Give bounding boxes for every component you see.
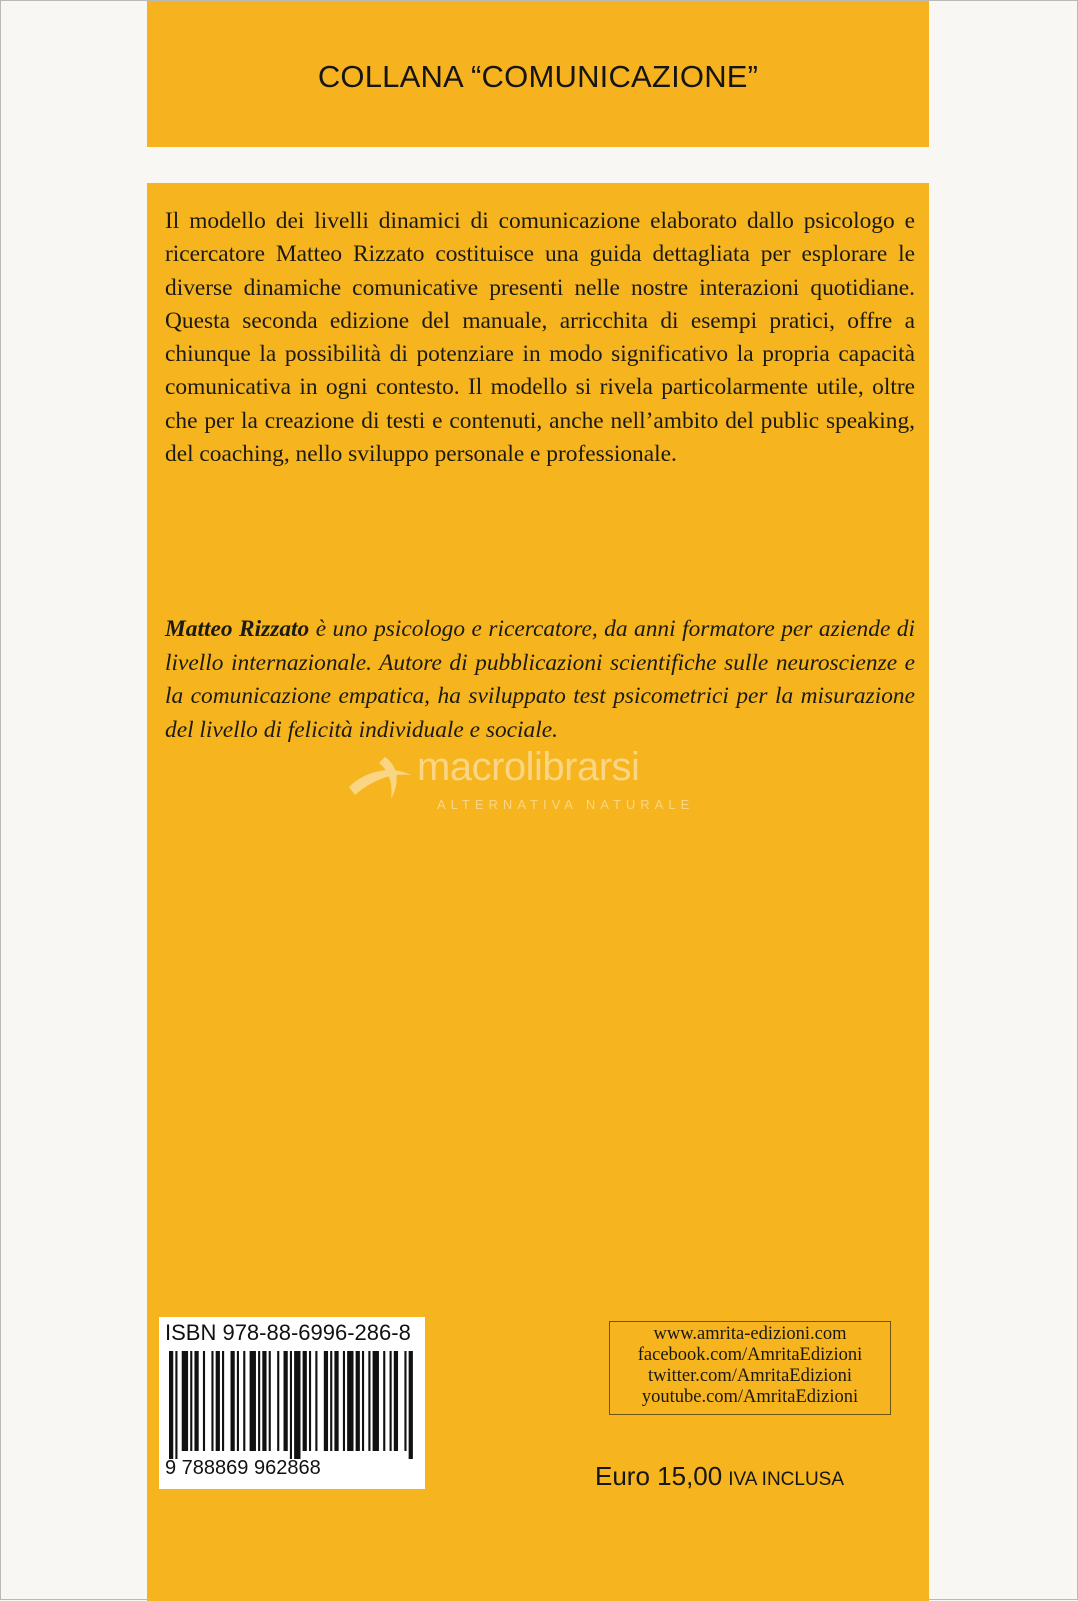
barcode-bar (315, 1351, 317, 1451)
barcode-bar (277, 1351, 279, 1451)
barcode-box (159, 1317, 425, 1489)
barcode-bar (294, 1351, 300, 1459)
author-bio (165, 613, 915, 747)
barcode-bar (269, 1351, 271, 1451)
price-amount: Euro 15,00 (595, 1461, 723, 1491)
barcode-bar (231, 1351, 235, 1451)
barcode-bar (334, 1351, 338, 1451)
barcode-digits: 9 788869 962868 (165, 1457, 321, 1479)
barcode-bar (362, 1351, 364, 1451)
isbn-label: ISBN 978-88-6996-286-8 (165, 1320, 411, 1345)
barcode-bar (203, 1351, 205, 1451)
barcode-bar (368, 1351, 370, 1451)
barcode-bar (258, 1351, 260, 1451)
barcode-bar (216, 1351, 220, 1451)
barcode-bar (330, 1351, 332, 1451)
youtube-link[interactable]: youtube.com/AmritaEdizioni (641, 1387, 859, 1407)
author-bio-text: è uno psicologo e ricercatore, da anni formatore per aziende di livello internazionale. Autore di pubblicazioni scientifiche sulle neuroscienze e la comunicazione empatica, ha sviluppato test psicometrici per la misurazione del livello di felicità individuale e sociale. (165, 616, 915, 743)
barcode-bar (303, 1351, 307, 1451)
barcode-bar (373, 1351, 379, 1451)
series-title: COLLANA “COMUNICAZIONE” (317, 59, 759, 94)
barcode-bar (404, 1351, 406, 1451)
barcode-bar (262, 1351, 266, 1451)
barcode-bar (182, 1351, 188, 1451)
barcode-bar (284, 1351, 288, 1451)
barcode-bar (324, 1351, 328, 1451)
barcode-bar (175, 1351, 177, 1459)
price (595, 1461, 844, 1492)
barcode-bar (190, 1351, 192, 1451)
barcode-bar (383, 1351, 385, 1451)
barcode-bar (343, 1351, 345, 1451)
series-header-band (147, 1, 929, 147)
price-vat-note: IVA INCLUSA (728, 1469, 845, 1490)
barcode-bar (356, 1351, 360, 1451)
watermark (345, 743, 745, 823)
leaf-logo-icon (345, 751, 415, 807)
barcode-bar (290, 1351, 292, 1459)
website-link[interactable]: www.amrita-edizioni.com (653, 1324, 847, 1344)
barcode-bar (394, 1351, 398, 1451)
main-panel (147, 183, 929, 1601)
barcode-bar (309, 1351, 311, 1451)
barcode-bar (222, 1351, 224, 1451)
barcode-bar (243, 1351, 245, 1451)
barcode-bar (211, 1351, 213, 1451)
barcode-bar (347, 1351, 353, 1451)
publisher-links (609, 1321, 891, 1415)
book-description: Il modello dei livelli dinamici di comunicazione elaborato dallo psicologo e ricercatore Matteo Rizzato costituisce una guida dettagliata per esplorare le diverse dinamiche comunicative presenti nelle nostre interazioni quotidiane. Questa seconda edizione del manuale, arricchita di esempi pratici, offre a chiunque la possibilità di potenziare in modo significativo la propria capacità comunicativa in ogni contesto. Il modello si rivela particolarmente utile, oltre che per la creazione di testi e contenuti, anche nell’ambito del public speaking, del coaching, nello sviluppo personale e professionale. (165, 208, 915, 468)
barcode-bar (237, 1351, 239, 1451)
barcode-bar (390, 1351, 392, 1451)
watermark-tagline: ALTERNATIVA NATURALE (437, 797, 695, 812)
barcode-icon (167, 1351, 417, 1459)
twitter-link[interactable]: twitter.com/AmritaEdizioni (648, 1366, 852, 1386)
watermark-name: macrolibrarsi (417, 745, 640, 789)
barcode-bar (194, 1351, 198, 1451)
barcode-bar (250, 1351, 256, 1451)
barcode-bar (169, 1351, 173, 1459)
facebook-link[interactable]: facebook.com/AmritaEdizioni (637, 1345, 863, 1365)
author-name: Matteo Rizzato (165, 616, 310, 642)
barcode-bar (409, 1351, 413, 1459)
